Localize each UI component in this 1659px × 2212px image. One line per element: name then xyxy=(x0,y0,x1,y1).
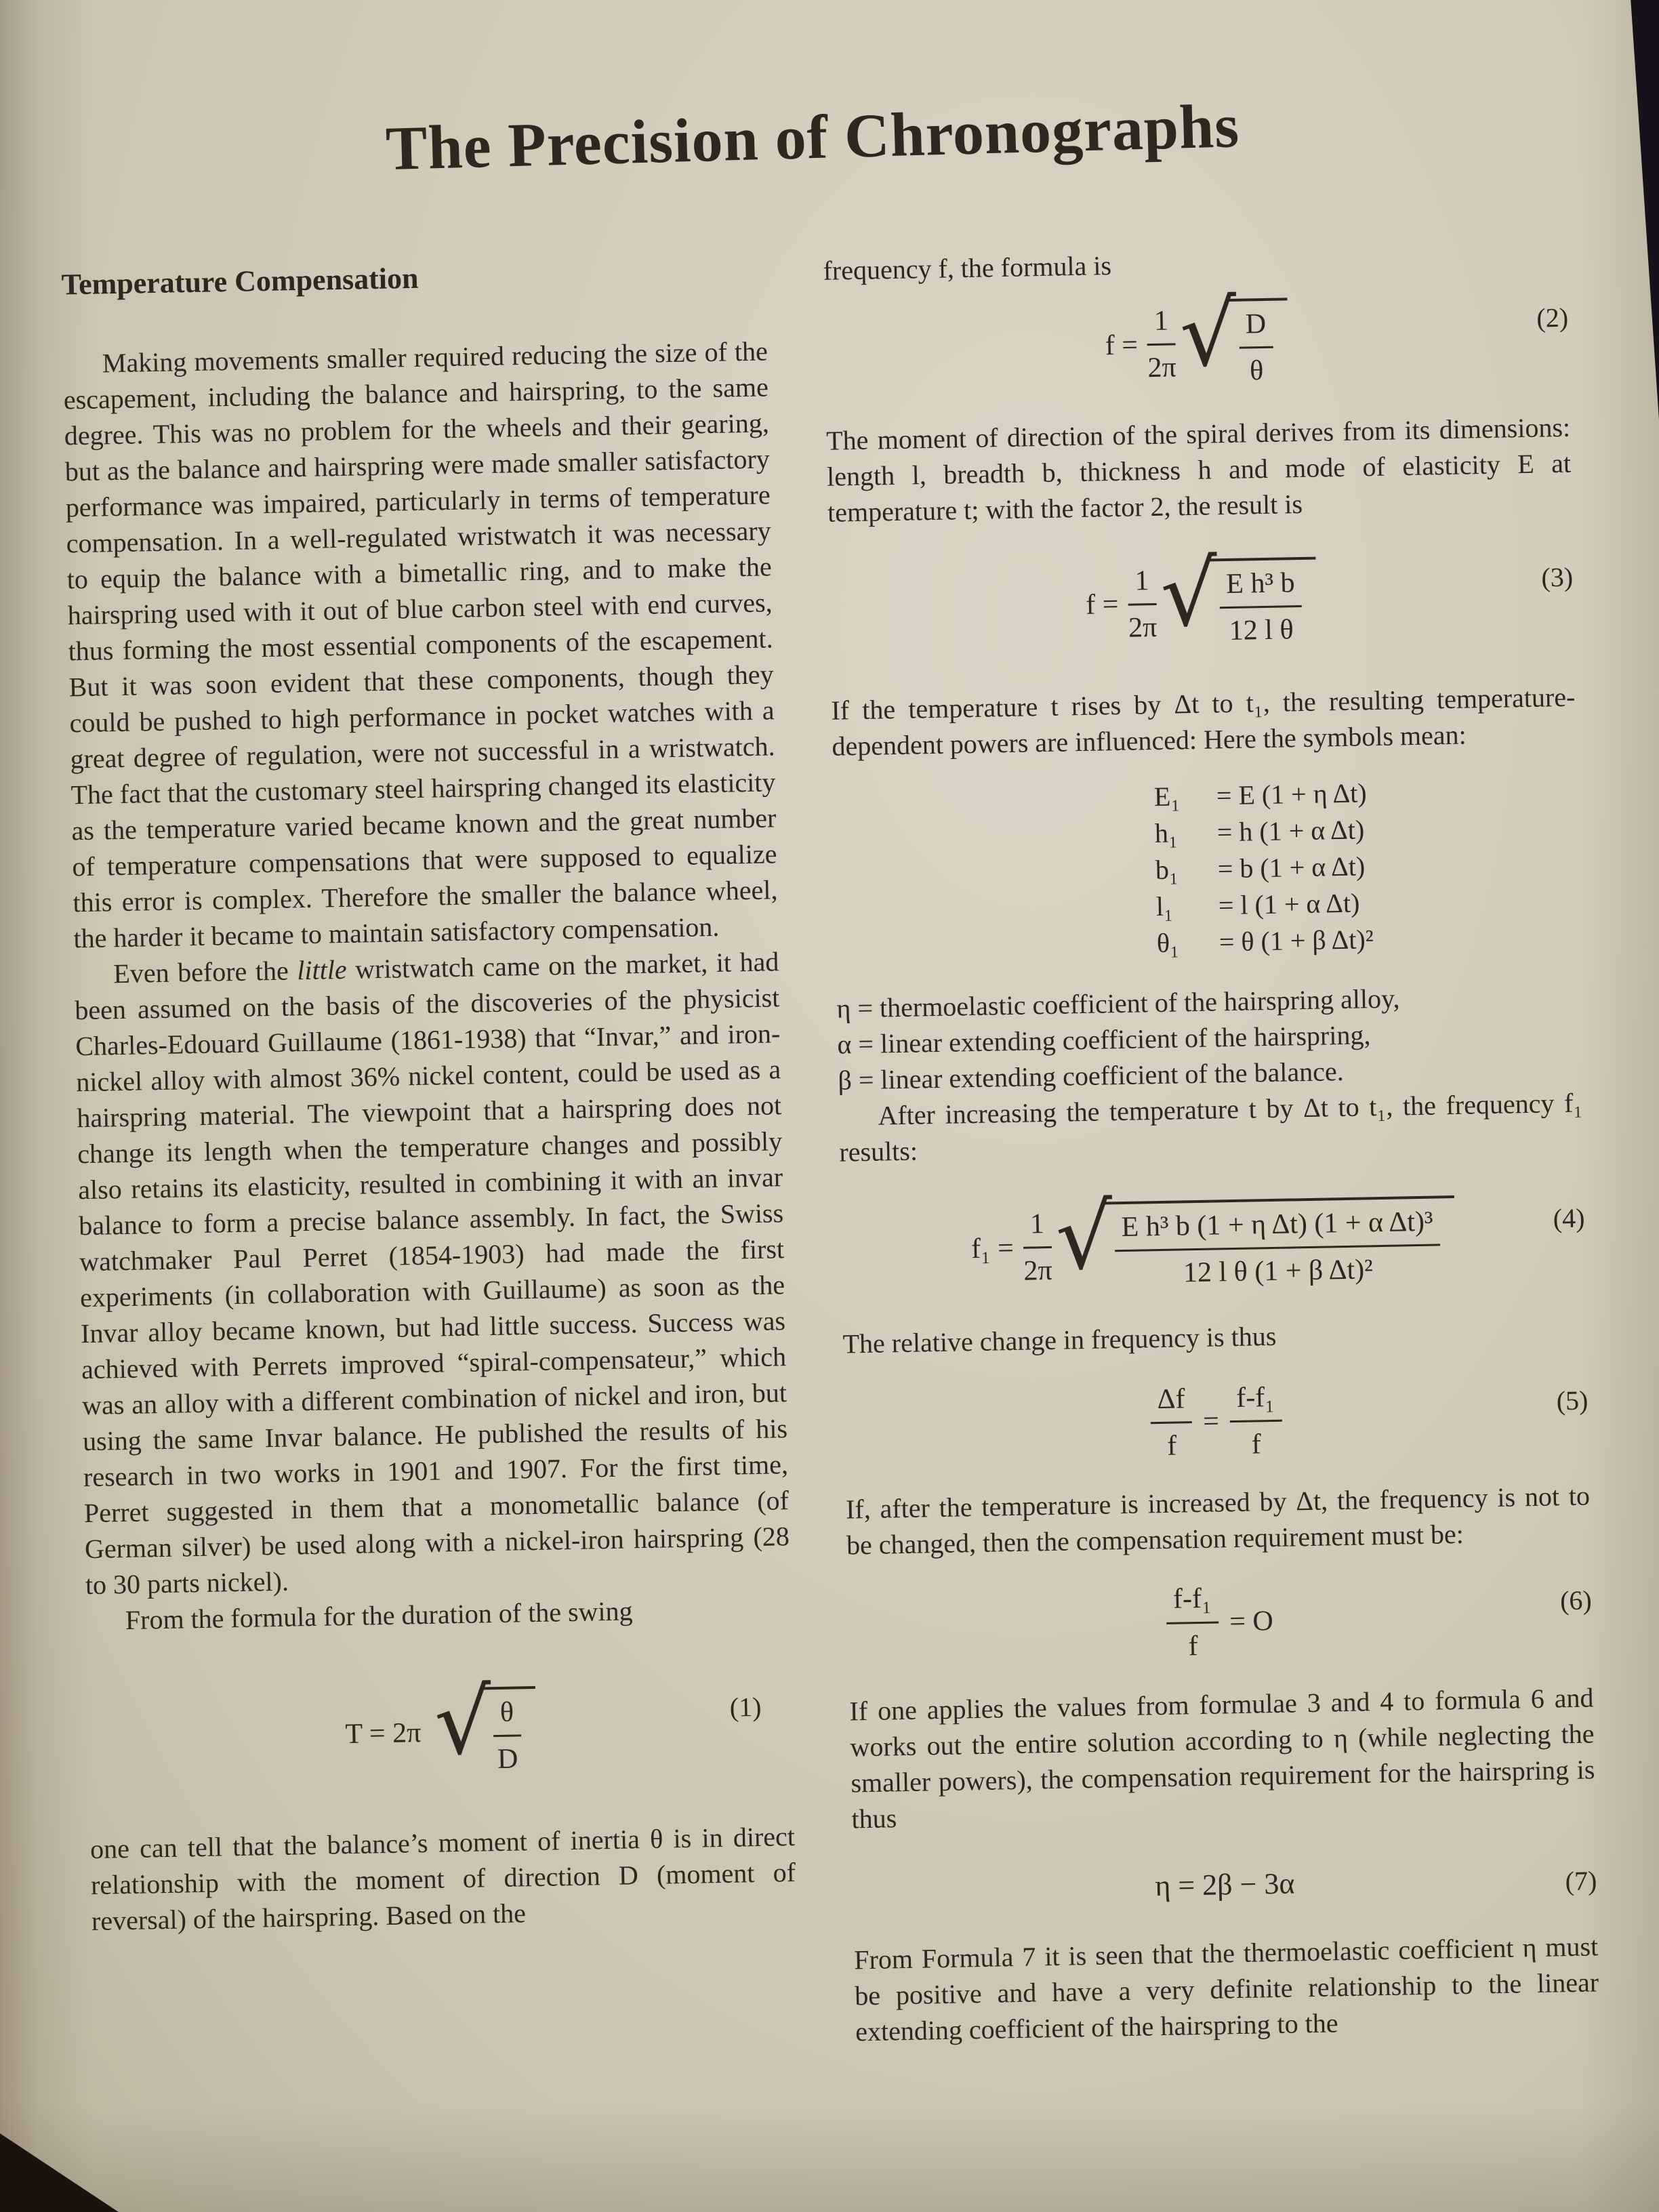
radicand xyxy=(482,1686,537,1776)
equation-7 xyxy=(853,1861,1597,1909)
fraction xyxy=(1150,1382,1193,1463)
radical xyxy=(1179,281,1289,388)
symbol-lhs: θ₁ xyxy=(1156,927,1180,959)
equation-6-rhs: = O xyxy=(1229,1605,1274,1638)
paragraph-2-post: wristwatch came on the market, it had been assumed on the basis of the discoveries of the physicist Charles-Edouard Guillaume (1861-1938) that “Invar,” and iron-nickel alloy with almost 36% nickel content, could be used as a hairspring material. The viewpoint that a hairspring does not change its length when the temperature changes and possibly also retains its elasticity, resulted in combining it with an invar balance to form a precise balance assembly. In fact, the Swiss watchmaker Paul Perret (1854-1903) had made the first experiments (in collaboration with Guillaume) as soon as the Invar alloy became known, but had little success. Success was achieved with Perrets improved “spiral-compensateur,” which was an alloy with a different combination of nickel and iron, but using the same Invar balance. He published the results of his research in two works in 1901 and 1907. For the first time, Perret suggested in them that a monometallic balance (of German silver) be used along with a nickel-iron hairspring (28 to 30 parts nickel). xyxy=(75,946,790,1601)
equation-1-number: (1) xyxy=(729,1691,762,1723)
column-right xyxy=(823,239,1599,2049)
symbol-definitions xyxy=(1153,771,1580,962)
radical-sign-icon: √ xyxy=(1160,541,1218,647)
fraction-denominator: D xyxy=(497,1743,518,1776)
column-left xyxy=(61,253,798,2063)
paragraph-r4: After increasing the temperature t by Δt to t₁, the frequency f₁ results: xyxy=(839,1087,1583,1168)
symbol-row xyxy=(1156,918,1580,962)
symbol-lhs: h₁ xyxy=(1154,817,1179,849)
radical xyxy=(1160,541,1318,649)
fraction-denominator: 12 l θ xyxy=(1229,614,1294,647)
paragraph-2-pre: Even before the xyxy=(113,955,298,989)
equation-7-body: η = 2β − 3α xyxy=(1154,1866,1295,1903)
fraction xyxy=(493,1696,521,1776)
symbol-lhs: b₁ xyxy=(1155,854,1179,886)
fraction-denominator: θ xyxy=(1249,355,1264,387)
radical-sign-icon: √ xyxy=(1054,1185,1114,1290)
fraction-denominator: f xyxy=(1251,1429,1262,1460)
symbol-rhs: = θ (1 + β Δt)² xyxy=(1218,924,1374,958)
fraction-denominator: f xyxy=(1188,1630,1199,1662)
radicand xyxy=(1208,556,1318,647)
fraction-numerator: E h³ b (1 + η Δt) (1 + α Δt)³ xyxy=(1114,1206,1440,1252)
fraction-denominator: 2π xyxy=(1147,352,1177,384)
symbol-rhs: = E (1 + η Δt) xyxy=(1216,777,1368,811)
definition-beta: β = linear extending coefficient of the balance. xyxy=(838,1056,1345,1096)
equation-1 xyxy=(87,1670,794,1784)
fraction-numerator: f-f₁ xyxy=(1229,1381,1282,1423)
fraction xyxy=(1114,1206,1441,1291)
fraction-numerator: 1 xyxy=(1147,304,1176,346)
fraction-denominator: 2π xyxy=(1128,611,1158,644)
coefficient-fraction xyxy=(1023,1208,1052,1288)
coefficient-fraction xyxy=(1127,565,1157,644)
fraction-numerator: D xyxy=(1238,308,1273,349)
equation-3 xyxy=(829,541,1574,655)
paragraph-2 xyxy=(74,943,790,1603)
paragraph-1: Making movements smaller required reducing the size of the escapement, including the balance and hairspring, to the same degree. This was no problem for the wheels and their gearing, but as the balance and hairspring were made smaller satisfactory performance was impaired, particularly in terms of temperature compensation. In a well-regulated wristwatch it was necessary to equip the balance with a bimetallic ring, and to make the hairspring used with it out of blue carbon steel with end curves, thus forming the most essential components of the escapement. But it was soon evident that these components, though they could be pushed to high performance in pocket watches with a great degree of regulation, were not successful in a wristwatch. The fact that the customary steel hairspring changed its elasticity as the temperature varied became known and the great number of temperature compensations that were supposed to equalize this error is complex. Therefore the smaller the balance wheel, the harder it became to maintain satisfactory compensation. xyxy=(63,335,778,954)
equation-1-lhs: T = 2π xyxy=(345,1717,422,1750)
fraction-numerator: E h³ b xyxy=(1219,567,1302,609)
paragraph-r7: If one applies the values from formulae 3 and 4 to formula 6 and works out the entire solution according to η (while neglecting the smaller powers), the compensation requirement for the hairspring is thus xyxy=(849,1682,1595,1835)
section-heading: Temperature Compensation xyxy=(61,261,419,302)
equals-sign: = xyxy=(1202,1406,1220,1438)
equation-2 xyxy=(824,281,1570,396)
paragraph-2-italic: little xyxy=(296,954,348,986)
equation-3-lhs: f = xyxy=(1085,589,1119,621)
radical xyxy=(433,1670,537,1777)
equation-5-number: (5) xyxy=(1556,1385,1589,1416)
equation-6 xyxy=(847,1576,1593,1669)
symbol-lhs: l₁ xyxy=(1155,890,1174,922)
fraction-denominator: f xyxy=(1166,1430,1177,1462)
equation-6-number: (6) xyxy=(1559,1584,1593,1616)
radical xyxy=(1054,1185,1456,1292)
equation-4-lhs: f₁ = xyxy=(970,1232,1015,1265)
fraction xyxy=(1238,308,1273,388)
equation-4 xyxy=(840,1185,1586,1296)
fraction-numerator: θ xyxy=(493,1696,520,1737)
greek-definitions xyxy=(836,977,1582,1099)
paragraph-r3: If the temperature t rises by Δt to t₁, the resulting temperature-dependent powers are influenced: Here the symbols mean: xyxy=(831,681,1576,762)
paragraph-4: one can tell that the balance’s moment of inertia θ is in direct relationship with the moment of direction D (moment of reversal) of the hairspring. Based on the xyxy=(89,1820,796,1936)
fraction xyxy=(1166,1582,1220,1663)
page-title: The Precision of Chronographs xyxy=(384,91,1241,184)
paragraph-3: From the formula for the duration of the swing xyxy=(125,1595,633,1636)
fraction-numerator: f-f₁ xyxy=(1166,1582,1219,1624)
symbol-rhs: = l (1 + α Δt) xyxy=(1218,887,1360,921)
title-wrap xyxy=(0,86,1643,188)
definition-eta: η = thermoelastic coefficient of the hairspring alloy, xyxy=(836,983,1400,1024)
equation-2-number: (2) xyxy=(1536,302,1569,333)
paragraph-r8: From Formula 7 it is seen that the thermoelastic coefficient η must be positive and have a very definite relationship to the linear extending coefficient of the hairspring to the xyxy=(853,1930,1599,2047)
symbol-rhs: = h (1 + α Δt) xyxy=(1216,814,1365,848)
fraction-numerator: Δf xyxy=(1150,1382,1192,1424)
equation-5 xyxy=(844,1375,1589,1469)
fraction-denominator: 2π xyxy=(1023,1255,1053,1288)
equation-2-lhs: f = xyxy=(1105,329,1139,361)
radicand xyxy=(1227,298,1289,388)
two-column-layout xyxy=(0,238,1659,2065)
paragraph-r1: frequency f, the formula is xyxy=(823,250,1112,286)
radicand xyxy=(1103,1195,1456,1291)
fraction-numerator: 1 xyxy=(1127,565,1156,606)
fraction xyxy=(1219,567,1303,648)
paragraph-r6: If, after the temperature is increased by Δt, the frequency is not to be changed, then the compensation requirement must be: xyxy=(845,1480,1591,1561)
definition-alpha: α = linear extending coefficient of the hairspring, xyxy=(837,1019,1371,1060)
symbol-rhs: = b (1 + α Δt) xyxy=(1217,851,1366,884)
equation-4-number: (4) xyxy=(1553,1202,1585,1234)
equation-7-number: (7) xyxy=(1565,1865,1597,1897)
paragraph-r5: The relative change in frequency is thus xyxy=(842,1320,1277,1359)
fraction-denominator: 12 l θ (1 + β Δt)² xyxy=(1183,1254,1374,1289)
radical-sign-icon: √ xyxy=(433,1670,493,1776)
radical-sign-icon: √ xyxy=(1179,281,1238,388)
fraction-numerator: 1 xyxy=(1023,1208,1052,1249)
coefficient-fraction xyxy=(1147,304,1176,384)
fraction xyxy=(1229,1381,1283,1462)
symbol-lhs: E₁ xyxy=(1153,781,1181,813)
paragraph-r2: The moment of direction of the spiral derives from its dimensions: length l, breadth b, thickness h and mode of elasticity E at temperature t; with the factor 2, the result is xyxy=(825,411,1572,528)
equation-3-number: (3) xyxy=(1541,561,1574,593)
